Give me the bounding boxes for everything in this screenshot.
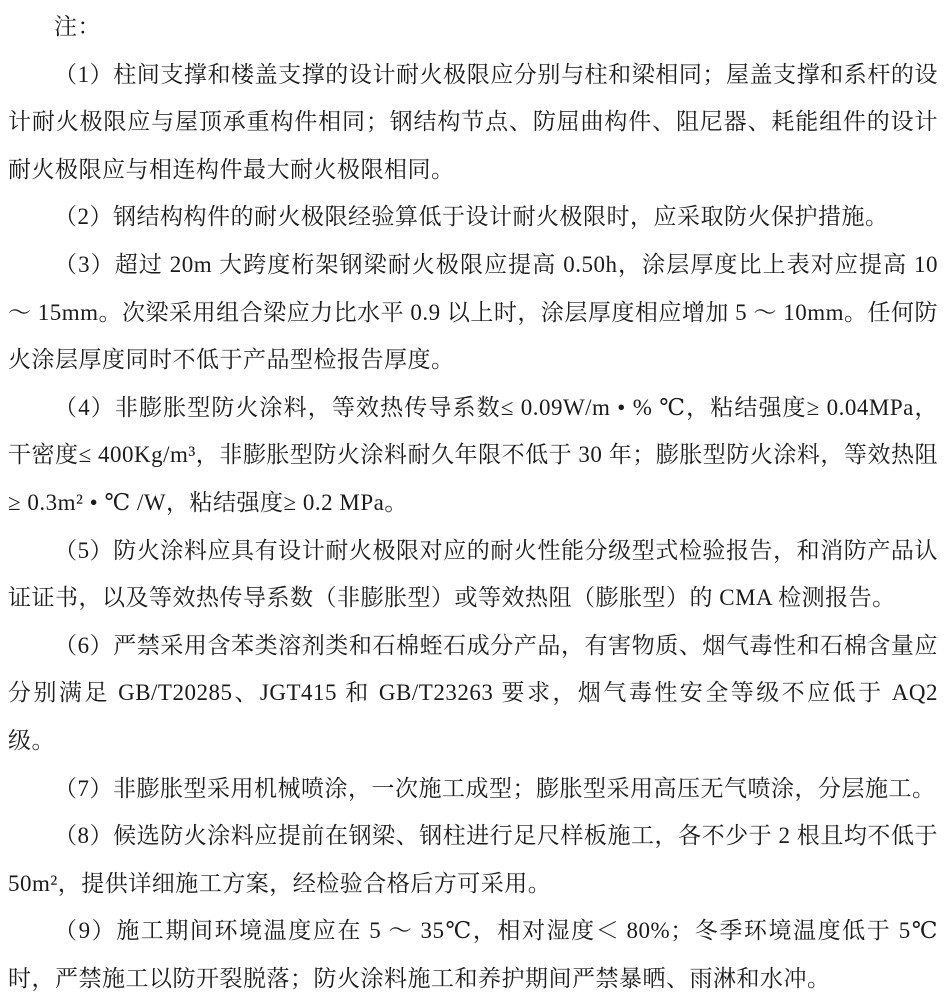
note-paragraph-7: （7）非膨胀型采用机械喷涂，一次施工成型；膨胀型采用高压无气喷涂，分层施工。 xyxy=(54,775,936,801)
note-paragraph-9: （9）施工期间环境温度应在 5 ～ 35℃，相对湿度＜ 80%；冬季环境温度低于 5℃时，严禁施工以防开裂脱落；防火涂料施工和养护期间严禁暴晒、雨淋和水冲。 xyxy=(8,918,938,991)
note-paragraph-3: （3）超过 20m 大跨度桁架钢梁耐火极限应提高 0.50h，涂层厚度比上表对应提高 10 ～ 15mm。次梁采用组合梁应力比水平 0.9 以上时，涂层厚度相应增加 5 ～ 10mm。任何防火涂层厚度同时不低于产品型检报告厚度。 xyxy=(8,251,938,373)
note-paragraph-8: （8）候选防火涂料应提前在钢梁、钢柱进行足尺样板施工，各不少于 2 根且均不低于 50m²，提供详细施工方案，经检验合格后方可采用。 xyxy=(8,823,938,896)
note-paragraph-1: （1）柱间支撑和楼盖支撑的设计耐火极限应分别与柱和梁相同；屋盖支撑和系杆的设计耐火极限应与屋顶承重构件相同；钢结构节点、防屈曲构件、阻尼器、耗能组件的设计耐火极限应与相连构件最大耐火极限相同。 xyxy=(8,61,938,182)
notes-heading: 注： xyxy=(54,14,101,39)
note-paragraph-6: （6）严禁采用含苯类溶剂类和石棉蛭石成分产品，有害物质、烟气毒性和石棉含量应分别满足 GB/T20285、JGT415 和 GB/T23263 要求，烟气毒性安全等级不应低于 AQ2 级。 xyxy=(8,632,938,753)
note-paragraph-5: （5）防火涂料应具有设计耐火极限对应的耐火性能分级型式检验报告，和消防产品认证证书，以及等效热传导系数（非膨胀型）或等效热阻（膨胀型）的 CMA 检测报告。 xyxy=(8,537,938,611)
note-paragraph-2: （2）钢结构构件的耐火极限经验算低于设计耐火极限时，应采取防火保护措施。 xyxy=(54,204,889,230)
note-paragraph-4: （4）非膨胀型防火涂料，等效热传导系数≤ 0.09W/m • % ℃，粘结强度≥ 0.04MPa，干密度≤ 400Kg/m³，非膨胀型防火涂料耐久年限不低于 30 年；膨胀型防火涂料，等效热阻≥ 0.3m² • ℃ /W，粘结强度≥ 0.2 MPa。 xyxy=(8,394,938,515)
